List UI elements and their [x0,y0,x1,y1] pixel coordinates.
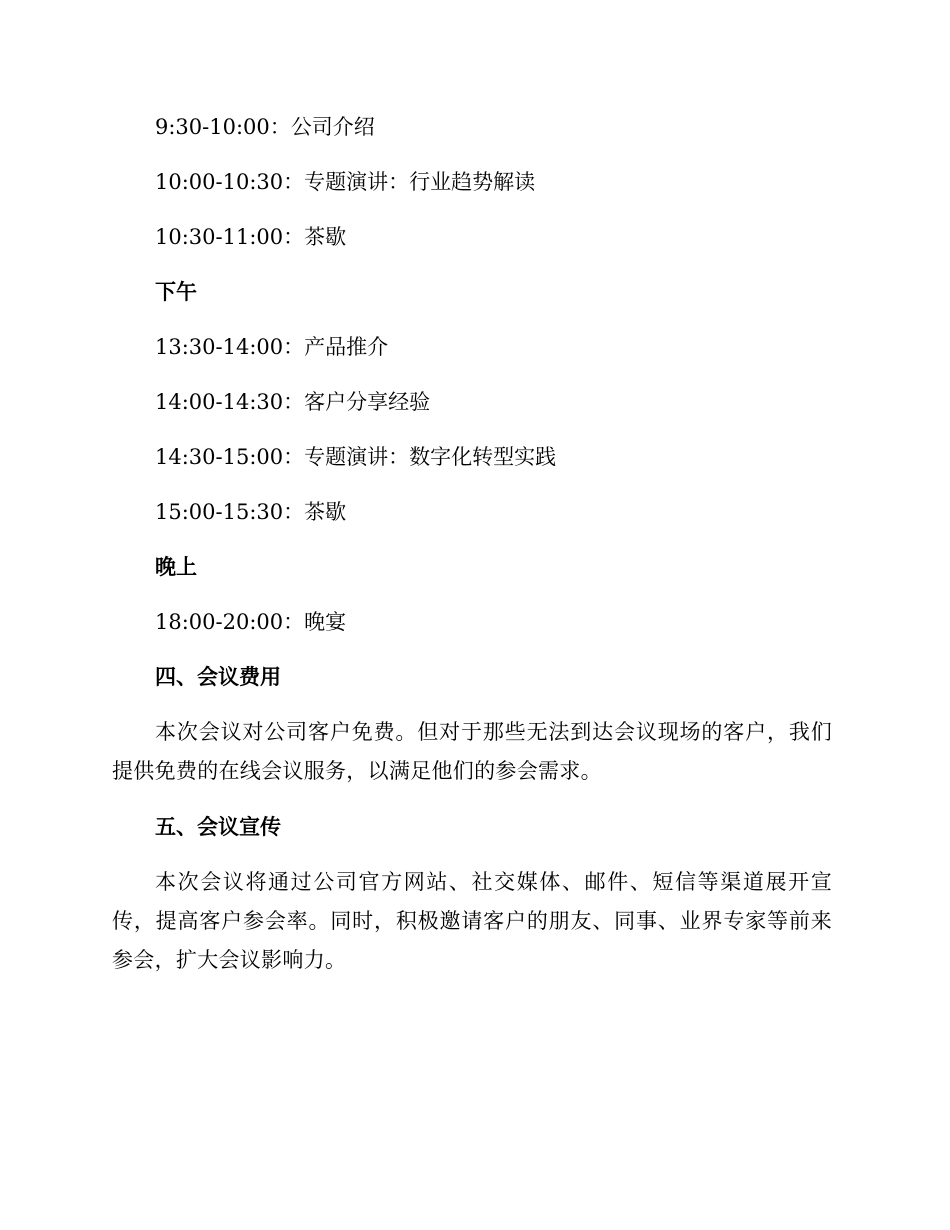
schedule-item: 10:30-11:00：茶歇 [155,225,347,249]
schedule-item: 14:30-15:00：专题演讲：数字化转型实践 [155,445,557,469]
document-content [112,108,832,997]
schedule-period-heading: 下午 [155,280,197,304]
section-paragraph: 本次会议将通过公司官方网站、社交媒体、邮件、短信等渠道展开宣传，提高客户参会率。同时，积极邀请客户的朋友、同事、业界专家等前来参会，扩大会议影响力。 [112,870,832,972]
section-heading: 五、会议宣传 [155,815,281,839]
schedule-item: 9:30-10:00：公司介绍 [155,115,375,139]
schedule-item: 15:00-15:30：茶歇 [155,500,347,524]
schedule-item: 18:00-20:00：晚宴 [155,610,347,634]
section-paragraph: 本次会议对公司客户免费。但对于那些无法到达会议现场的客户，我们提供免费的在线会议服务，以满足他们的参会需求。 [112,720,832,783]
section-heading: 四、会议费用 [155,665,281,689]
schedule-item: 10:00-10:30：专题演讲：行业趋势解读 [155,170,536,194]
schedule-item: 13:30-14:00：产品推介 [155,335,389,359]
schedule-item: 14:00-14:30：客户分享经验 [155,390,431,414]
schedule-period-heading: 晚上 [155,555,197,579]
